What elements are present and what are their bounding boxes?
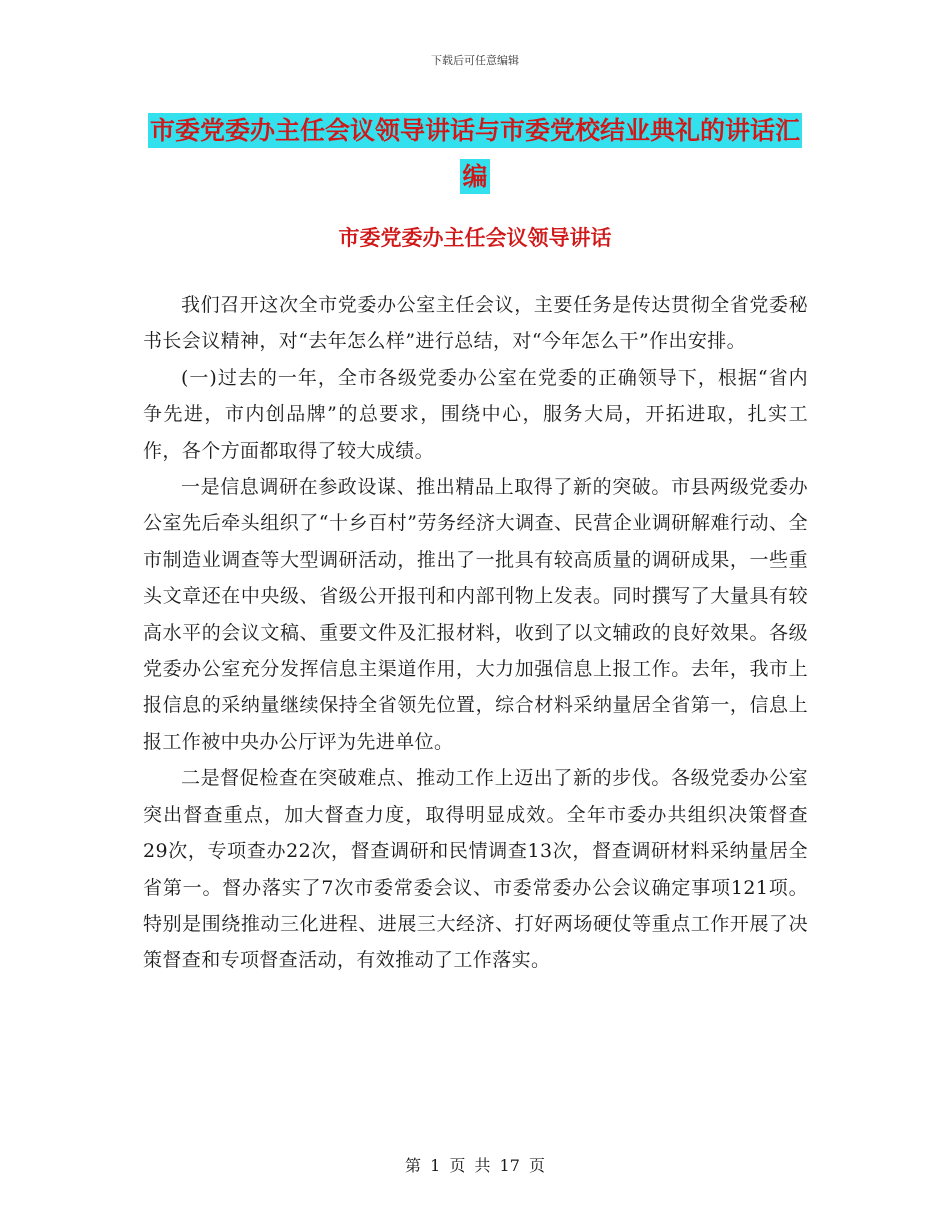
section-title: 市委党委办主任会议领导讲话 [338, 226, 612, 250]
header-note: 下载后可任意编辑 [431, 54, 519, 67]
document-title-highlight: 市委党委办主任会议领导讲话与市委党校结业典礼的讲话汇编 [148, 113, 802, 194]
paragraph: 一是信息调研在参政设谋、推出精品上取得了新的突破。市县两级党委办公室先后牵头组织了“十乡百村”劳务经济大调查、民营企业调研解难行动、全市制造业调查等大型调研活动，推出了一批具有较高质量的调研成果，一些重头文章还在中央级、省级公开报刊和内部刊物上发表。同时撰写了大量具有较高水平的会议文稿、重要文件及汇报材料，收到了以文辅政的良好效果。各级党委办公室充分发挥信息主渠道作用，大力加强信息上报工作。去年，我市上报信息的采纳量继续保持全省领先位置，综合材料采纳量居全省第一，信息上报工作被中央办公厅评为先进单位。 [143, 476, 808, 753]
paragraph: (一)过去的一年，全市各级党委办公室在党委的正确领导下，根据“省内争先进，市内创品牌”的总要求，围绕中心，服务大局，开拓进取，扎实工作，各个方面都取得了较大成绩。 [143, 366, 808, 462]
paragraph: 我们召开这次全市党委办公室主任会议，主要任务是传达贯彻全省党委秘书长会议精神，对“去年怎么样”进行总结，对“今年怎么干”作出安排。 [143, 294, 808, 353]
body-text [143, 287, 808, 979]
paragraph: 二是督促检查在突破难点、推动工作上迈出了新的步伐。各级党委办公室突出督查重点，加大督查力度，取得明显成效。全年市委办共组织决策督查29次，专项查办22次，督查调研和民情调查13次，督查调研材料采纳量居全省第一。督办落实了7次市委常委会议、市委常委办公会议确定事项121项。特别是围绕推动三化进程、进展三大经济、打好两场硬仗等重点工作开展了决策督查和专项督查活动，有效推动了工作落实。 [143, 767, 808, 972]
document-title [140, 108, 810, 200]
page-footer: 第 1 页 共 17 页 [405, 1156, 545, 1175]
